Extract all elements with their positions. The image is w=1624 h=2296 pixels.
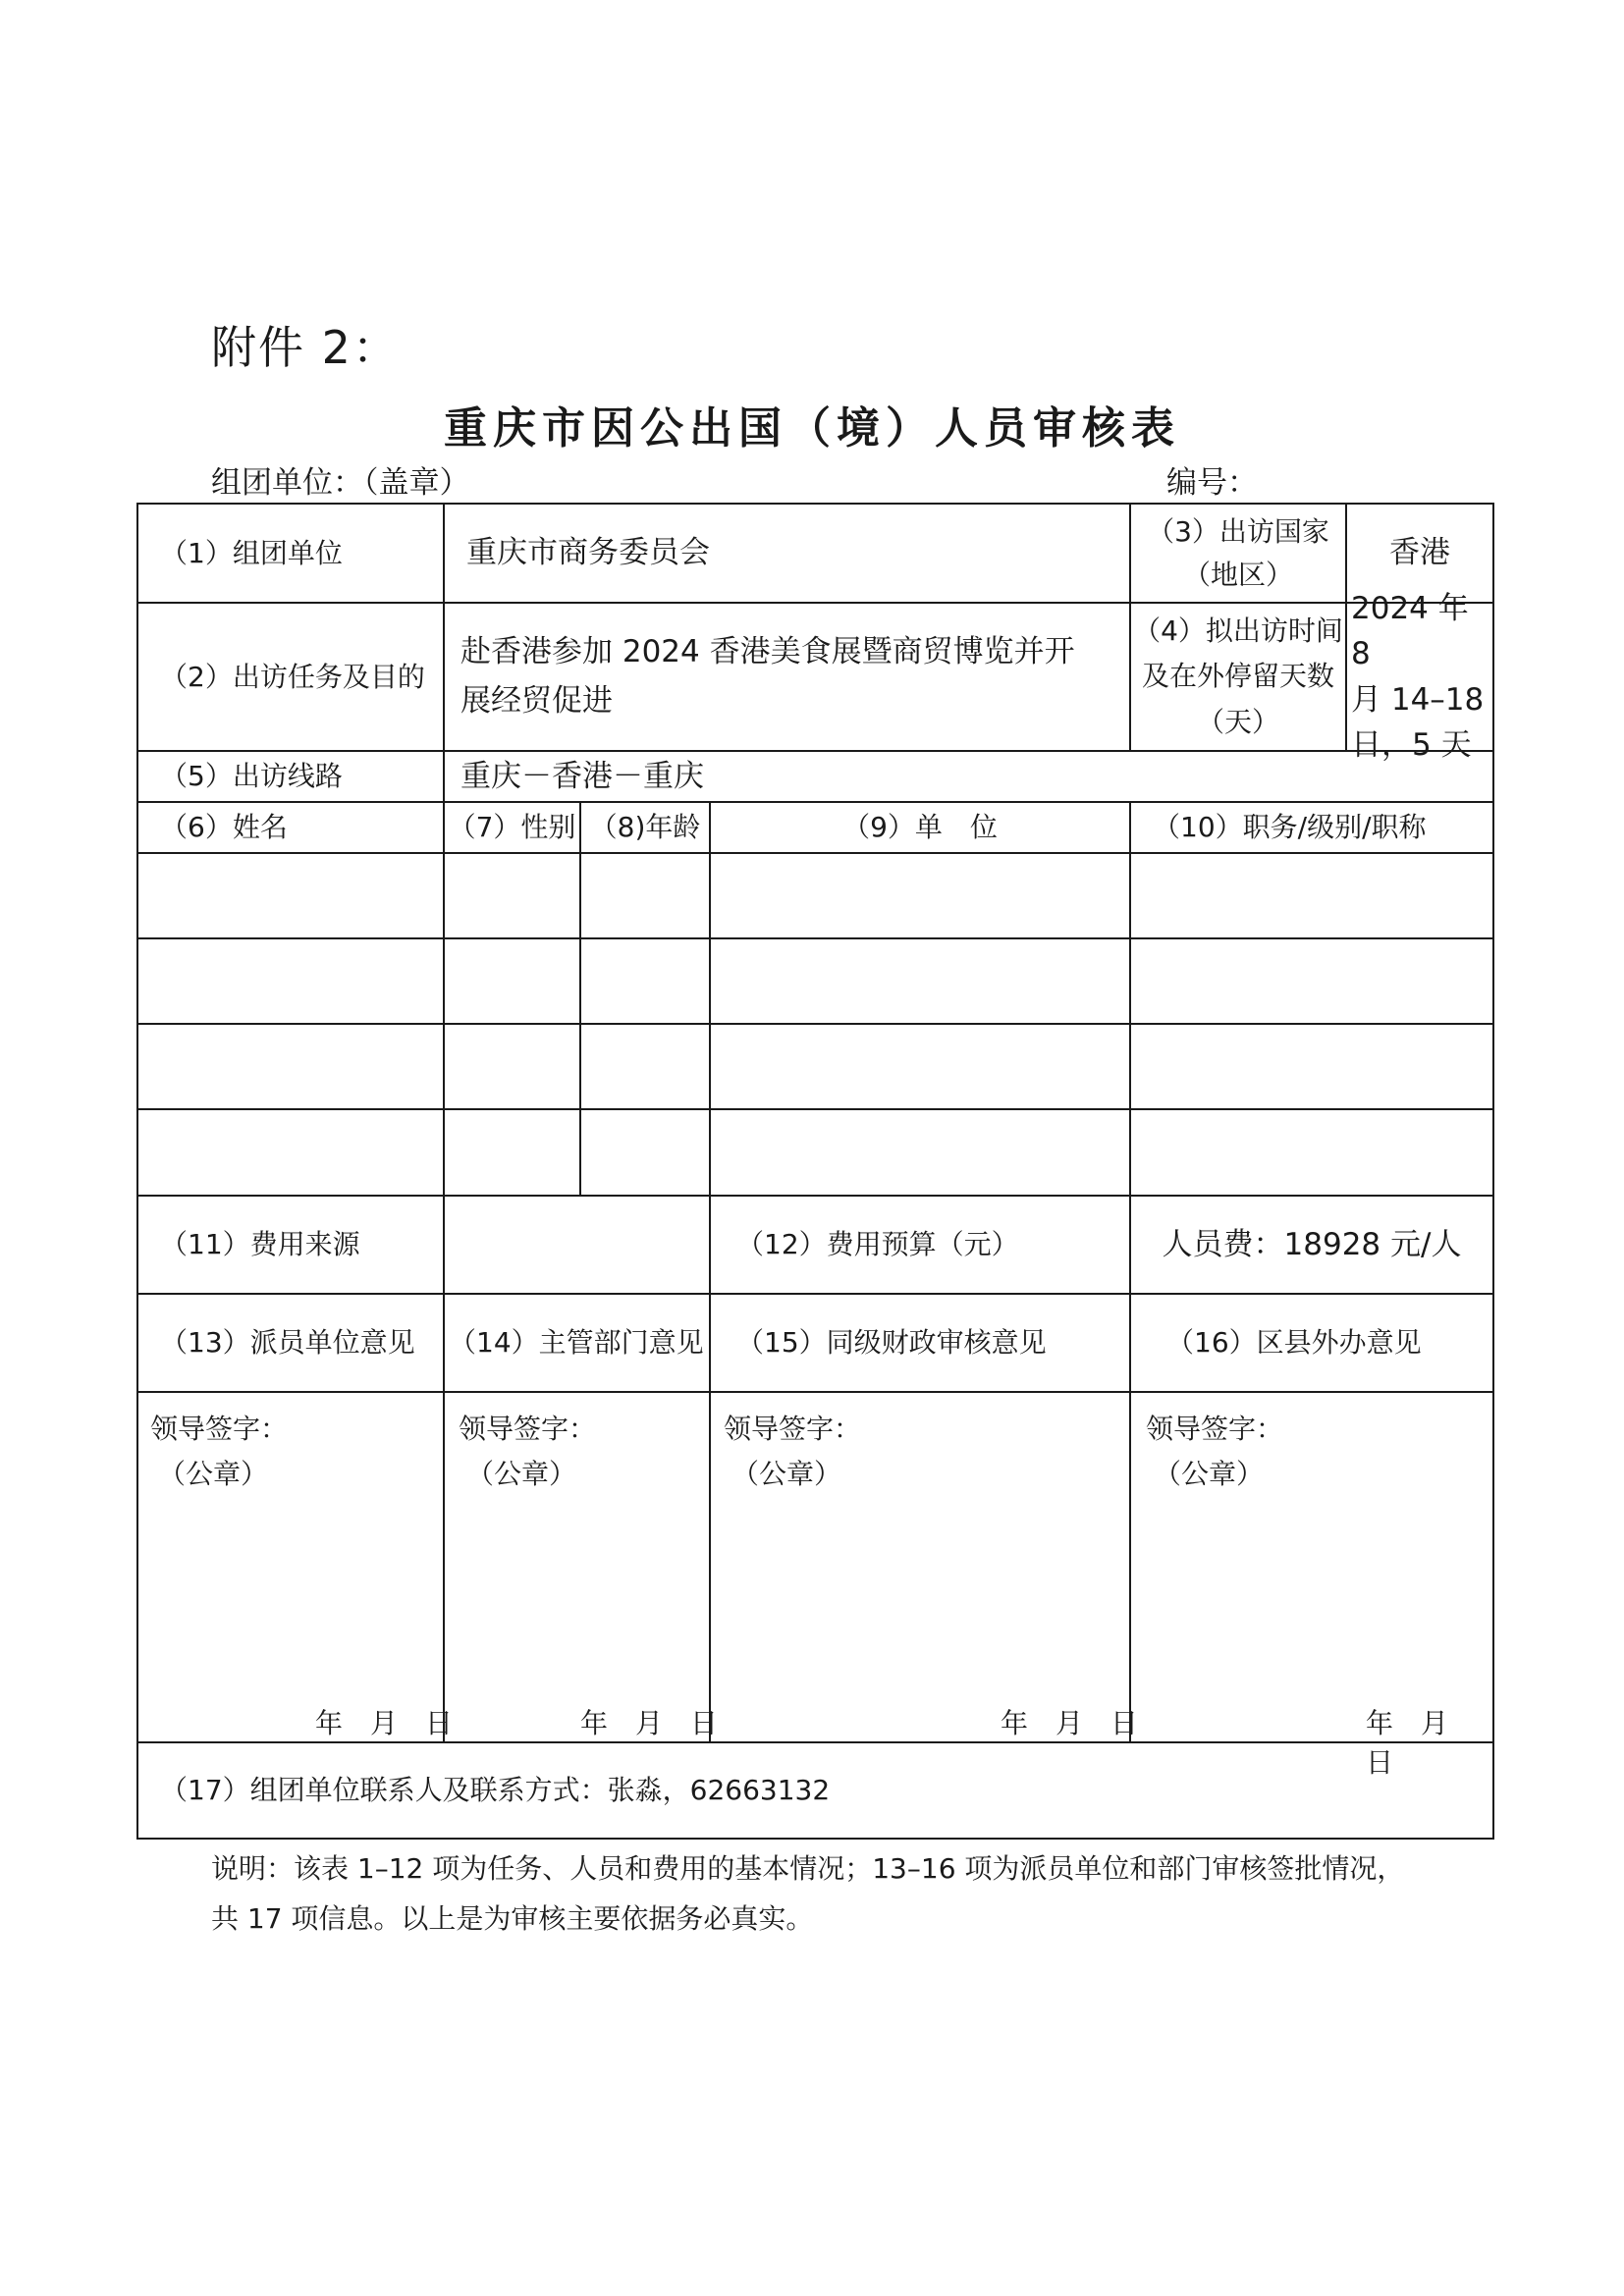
footnote-line: 说明：该表 1–12 项为任务、人员和费用的基本情况；13–16 项为派员单位和部门审核签批情况，: [211, 1852, 1405, 1885]
table-rule: [136, 1391, 1494, 1393]
person-gender-cell[interactable]: [445, 1025, 579, 1108]
person-position-cell[interactable]: [1131, 854, 1492, 937]
opinion-label-foreign-affairs: （16）区县外办意见: [1166, 1326, 1422, 1360]
person-unit-cell[interactable]: [711, 1025, 1129, 1108]
person-name-cell[interactable]: [138, 1110, 443, 1195]
opinion-label-finance: （15）同级财政审核意见: [736, 1326, 1047, 1360]
visit-time-value: [1347, 590, 1492, 763]
person-age-cell[interactable]: [581, 1110, 709, 1195]
route-value: 重庆－香港－重庆: [460, 758, 704, 794]
org-unit-label: （1）组团单位: [160, 536, 343, 569]
visit-time-label: [1131, 604, 1345, 750]
person-unit-cell[interactable]: [711, 854, 1129, 937]
person-gender-cell[interactable]: [445, 1110, 579, 1195]
person-name-cell[interactable]: [138, 854, 443, 937]
signature-date: 年 月 日: [315, 1707, 454, 1739]
person-gender-cell[interactable]: [445, 939, 579, 1023]
person-position-cell[interactable]: [1131, 939, 1492, 1023]
serial-number-label: 编号：: [1166, 465, 1258, 501]
fee-budget-label: （12）费用预算（元）: [736, 1228, 1019, 1261]
visit-time-label-line: （4）拟出访时间: [1133, 614, 1343, 648]
visit-time-label-line: 及在外停留天数: [1141, 660, 1334, 693]
person-position-cell[interactable]: [1131, 1025, 1492, 1108]
task-label: （2）出访任务及目的: [160, 660, 425, 693]
org-stamp-label: 组团单位：（盖章）: [211, 465, 470, 501]
column-header-position: （10）职务/级别/职称: [1153, 811, 1427, 844]
visit-time-value-line: 2024 年 8: [1351, 590, 1469, 671]
person-name-cell[interactable]: [138, 939, 443, 1023]
signature-date: 年 月 日: [1366, 1707, 1477, 1779]
fee-source-value[interactable]: [445, 1197, 709, 1293]
column-header-gender: （7）性别: [448, 811, 576, 844]
leader-signature-label: 领导签字：: [1146, 1413, 1284, 1445]
task-value-line: 赴香港参加 2024 香港美食展暨商贸博览并开: [460, 633, 1075, 669]
fee-budget-value: 人员费：18928 元/人: [1162, 1226, 1462, 1262]
person-age-cell[interactable]: [581, 854, 709, 937]
table-rule: [1492, 503, 1494, 1840]
person-gender-cell[interactable]: [445, 854, 579, 937]
route-label: （5）出访线路: [160, 760, 343, 793]
signature-date: 年 月 日: [1001, 1707, 1139, 1739]
official-seal-label: （公章）: [1154, 1458, 1265, 1490]
visit-time-label-line: （天）: [1196, 705, 1279, 738]
review-form-table: [136, 503, 1494, 1840]
opinion-label-supervisor-dept: （14）主管部门意见: [449, 1326, 704, 1360]
fee-source-label: （11）费用来源: [160, 1228, 360, 1261]
person-name-cell[interactable]: [138, 1025, 443, 1108]
footnote-line: 共 17 项信息。以上是为审核主要依据务必真实。: [211, 1902, 814, 1935]
leader-signature-label: 领导签字：: [150, 1413, 289, 1445]
person-age-cell[interactable]: [581, 939, 709, 1023]
country-label: [1131, 505, 1345, 602]
form-title: 重庆市因公出国（境）人员审核表: [444, 403, 1180, 454]
person-unit-cell[interactable]: [711, 939, 1129, 1023]
table-rule: [136, 1838, 1494, 1840]
country-value: 香港: [1389, 535, 1450, 571]
official-seal-label: （公章）: [466, 1458, 577, 1490]
visit-time-value-line: 月 14–18: [1351, 681, 1485, 718]
attachment-label: 附件 2：: [211, 321, 400, 374]
column-header-age: （8)年龄: [589, 811, 701, 844]
column-header-name: （6）姓名: [160, 811, 288, 844]
official-seal-label: （公章）: [158, 1458, 269, 1490]
column-header-unit: （9）单 位: [842, 811, 998, 844]
person-unit-cell[interactable]: [711, 1110, 1129, 1195]
org-unit-value: 重庆市商务委员会: [466, 535, 710, 571]
signature-date: 年 月 日: [580, 1707, 719, 1739]
official-seal-label: （公章）: [731, 1458, 842, 1490]
visit-time-value-line: 日，5 天: [1351, 727, 1472, 763]
country-label-line: （地区）: [1182, 558, 1293, 591]
opinion-label-dispatch-unit: （13）派员单位意见: [160, 1326, 415, 1360]
task-value-line: 展经贸促进: [460, 682, 613, 719]
contact-info: （17）组团单位联系人及联系方式：张淼，62663132: [160, 1774, 831, 1807]
task-value: [445, 604, 1129, 750]
leader-signature-label: 领导签字：: [459, 1413, 597, 1445]
person-age-cell[interactable]: [581, 1025, 709, 1108]
person-position-cell[interactable]: [1131, 1110, 1492, 1195]
country-label-line: （3）出访国家: [1147, 515, 1329, 549]
leader-signature-label: 领导签字：: [724, 1413, 862, 1445]
